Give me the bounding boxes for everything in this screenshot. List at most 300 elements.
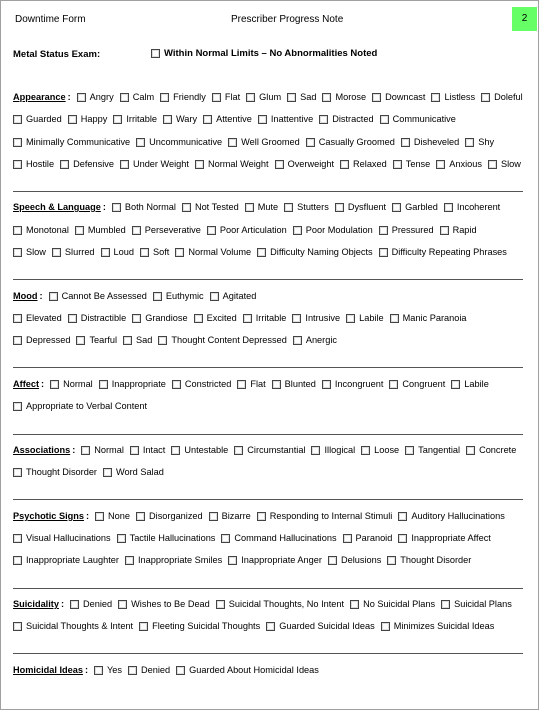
appearance-option-angry[interactable] <box>77 92 114 102</box>
homicidal-ideas-option-denied[interactable] <box>128 665 170 675</box>
checkbox[interactable] <box>117 534 126 543</box>
mental-status-label: Metal Status Exam: <box>13 49 101 60</box>
checkbox[interactable] <box>216 600 225 609</box>
mood-label: Mood <box>13 291 38 301</box>
option-label: Doleful <box>494 92 523 102</box>
option-label: Denied <box>83 599 113 609</box>
checkbox[interactable] <box>153 292 162 301</box>
checkbox[interactable] <box>94 666 103 675</box>
option-label: Minimally Communicative <box>26 137 131 147</box>
checkbox[interactable] <box>488 160 497 169</box>
associations-option-normal[interactable] <box>81 445 124 455</box>
affect-option-inappropriate[interactable] <box>99 379 166 389</box>
associations-option-tangential[interactable] <box>405 445 460 455</box>
checkbox[interactable] <box>158 336 167 345</box>
checkbox[interactable] <box>393 160 402 169</box>
suicidality-option-suicidal-thoughts-and-intent[interactable] <box>13 621 133 631</box>
associations-option-loose[interactable] <box>361 445 399 455</box>
checkbox[interactable] <box>118 600 127 609</box>
speech-and-language-option-monotonal[interactable] <box>13 225 69 235</box>
appearance-option-friendly[interactable] <box>160 92 206 102</box>
appearance-option-morose[interactable] <box>322 92 366 102</box>
checkbox[interactable] <box>125 556 134 565</box>
speech-and-language-option-soft[interactable] <box>140 247 169 257</box>
checkbox[interactable] <box>60 160 69 169</box>
checkbox[interactable] <box>176 666 185 675</box>
checkbox[interactable] <box>13 402 22 411</box>
label-colon: : <box>72 445 76 455</box>
checkbox[interactable] <box>381 622 390 631</box>
checkbox[interactable] <box>258 115 267 124</box>
checkbox[interactable] <box>130 446 139 455</box>
mood-option-sad[interactable] <box>123 335 152 345</box>
mood-option-elevated[interactable] <box>13 313 62 323</box>
appearance-option-glum[interactable] <box>246 92 281 102</box>
checkbox[interactable] <box>441 600 450 609</box>
speech-and-language-option-perseverative[interactable] <box>132 225 201 235</box>
checkbox[interactable] <box>68 314 77 323</box>
checkbox[interactable] <box>163 115 172 124</box>
checkbox[interactable] <box>272 380 281 389</box>
option-label: Blunted <box>284 379 316 389</box>
checkbox[interactable] <box>431 93 440 102</box>
mood-option-grandiose[interactable] <box>132 313 187 323</box>
appearance-option-inattentive[interactable] <box>258 114 313 124</box>
checkbox[interactable] <box>398 534 407 543</box>
appearance-option-disheveled[interactable] <box>401 137 459 147</box>
option-label: Delusions <box>340 555 382 565</box>
affect-option-labile[interactable] <box>451 379 489 389</box>
appearance-row <box>13 137 530 147</box>
suicidality-option-guarded-suicidal-ideas[interactable] <box>266 621 375 631</box>
checkbox[interactable] <box>228 556 237 565</box>
checkbox[interactable] <box>182 203 191 212</box>
psychotic-signs-option-thought-disorder[interactable] <box>387 555 471 565</box>
option-label: Euthymic <box>165 291 204 301</box>
form-title: Downtime Form <box>15 14 86 25</box>
checkbox[interactable] <box>322 93 331 102</box>
mood-option-irritable[interactable] <box>243 313 287 323</box>
label-colon: : <box>60 599 65 609</box>
checkbox[interactable] <box>52 248 61 257</box>
option-label: Communicative <box>392 114 456 124</box>
checkbox[interactable] <box>243 314 252 323</box>
option-label: Both Normal <box>124 202 176 212</box>
option-label: Calm <box>132 92 155 102</box>
option-label: Disheveled <box>413 137 460 147</box>
appearance-option-tense[interactable] <box>393 159 431 169</box>
checkbox[interactable] <box>132 314 141 323</box>
section-divider <box>13 191 523 192</box>
suicidality-option-suicidal-plans[interactable] <box>441 599 512 609</box>
speech-and-language-option-slow[interactable] <box>13 247 46 257</box>
psychotic-signs-row <box>13 533 530 543</box>
option-label: Glum <box>259 92 282 102</box>
checkbox[interactable] <box>328 556 337 565</box>
checkbox[interactable] <box>401 138 410 147</box>
option-label: Labile <box>464 379 489 389</box>
option-label: Wary <box>175 114 198 124</box>
checkbox[interactable] <box>210 292 219 301</box>
checkbox[interactable] <box>379 248 388 257</box>
checkbox[interactable] <box>194 314 203 323</box>
checkbox[interactable] <box>257 248 266 257</box>
checkbox[interactable] <box>311 446 320 455</box>
checkbox[interactable] <box>132 226 141 235</box>
appearance-option-minimally-communicative[interactable] <box>13 137 130 147</box>
option-label: Listless <box>444 92 476 102</box>
speech-and-language-row <box>13 202 530 212</box>
option-label: Shy <box>478 137 495 147</box>
appearance-option-well-groomed[interactable] <box>228 137 300 147</box>
checkbox[interactable] <box>139 622 148 631</box>
option-label: Incoherent <box>456 202 501 212</box>
checkbox[interactable] <box>13 556 22 565</box>
appearance-option-listless[interactable] <box>431 92 475 102</box>
checkbox[interactable] <box>113 115 122 124</box>
appearance-option-irritable[interactable] <box>113 114 157 124</box>
mood-option-anergic[interactable] <box>293 335 337 345</box>
appearance-option-casually-groomed[interactable] <box>306 137 395 147</box>
checkbox[interactable] <box>50 380 59 389</box>
checkbox[interactable] <box>99 380 108 389</box>
checkbox[interactable] <box>481 93 490 102</box>
psychotic-signs-option-visual-hallucinations[interactable] <box>13 533 111 543</box>
checkbox[interactable] <box>77 93 86 102</box>
appearance-option-wary[interactable] <box>163 114 197 124</box>
option-label: Untestable <box>184 445 229 455</box>
affect-option-normal[interactable] <box>50 379 93 389</box>
appearance-option-relaxed[interactable] <box>340 159 387 169</box>
associations-option-word-salad[interactable] <box>103 467 164 477</box>
checkbox[interactable] <box>13 314 22 323</box>
speech-and-language-option-difficulty-repeating-phrases[interactable] <box>379 247 507 257</box>
checkbox[interactable] <box>13 138 22 147</box>
mood-option-distractible[interactable] <box>68 313 126 323</box>
option-label: Visual Hallucinations <box>26 533 111 543</box>
checkbox[interactable] <box>361 446 370 455</box>
speech-and-language-option-rapid[interactable] <box>440 225 477 235</box>
option-label: Minimizes Suicidal Ideas <box>393 621 495 631</box>
speech-and-language-option-both-normal[interactable] <box>112 202 176 212</box>
appearance-option-distracted[interactable] <box>319 114 373 124</box>
option-label: Cannot Be Assessed <box>61 291 147 301</box>
suicidality-option-minimizes-suicidal-ideas[interactable] <box>381 621 495 631</box>
checkbox[interactable] <box>380 115 389 124</box>
appearance-option-sad[interactable] <box>287 92 316 102</box>
checkbox[interactable] <box>81 446 90 455</box>
psychotic-signs-option-disorganized[interactable] <box>136 511 203 521</box>
checkbox[interactable] <box>465 138 474 147</box>
associations-option-circumstantial[interactable] <box>234 445 305 455</box>
checkbox[interactable] <box>207 226 216 235</box>
checkbox[interactable] <box>266 622 275 631</box>
checkbox[interactable] <box>101 248 110 257</box>
checkbox[interactable] <box>76 336 85 345</box>
speech-and-language-option-stutters[interactable] <box>284 202 329 212</box>
section-divider <box>13 279 523 280</box>
checkbox[interactable] <box>335 203 344 212</box>
speech-and-language-option-normal-volume[interactable] <box>175 247 251 257</box>
appearance-option-hostile[interactable] <box>13 159 54 169</box>
option-label: Hostile <box>26 159 55 169</box>
suicidality-option-wishes-to-be-dead[interactable] <box>118 599 210 609</box>
appearance-option-downcast[interactable] <box>372 92 425 102</box>
checkbox[interactable] <box>13 468 22 477</box>
checkbox[interactable] <box>319 115 328 124</box>
mental-status-wnl-option[interactable] <box>151 48 377 59</box>
option-label: Irritable <box>255 313 287 323</box>
checkbox[interactable] <box>440 226 449 235</box>
checkbox[interactable] <box>13 622 22 631</box>
option-label: Poor Modulation <box>305 225 373 235</box>
speech-and-language-option-pressured[interactable] <box>379 225 434 235</box>
checkbox[interactable] <box>212 93 221 102</box>
checkbox[interactable] <box>172 380 181 389</box>
checkbox[interactable] <box>436 160 445 169</box>
checkbox[interactable] <box>209 512 218 521</box>
checkbox[interactable] <box>136 512 145 521</box>
option-label: Inappropriate Smiles <box>137 555 223 565</box>
appearance-option-under-weight[interactable] <box>120 159 189 169</box>
option-label: Suicidal Plans <box>454 599 512 609</box>
checkbox[interactable] <box>136 138 145 147</box>
option-label: Uncommunicative <box>149 137 223 147</box>
psychotic-signs-option-paranoid[interactable] <box>343 533 393 543</box>
speech-and-language-option-incoherent[interactable] <box>444 202 500 212</box>
psychotic-signs-option-none[interactable] <box>95 511 130 521</box>
associations-option-thought-disorder[interactable] <box>13 467 97 477</box>
checkbox[interactable] <box>221 534 230 543</box>
checkbox[interactable] <box>275 160 284 169</box>
option-label: Elevated <box>26 313 62 323</box>
affect-row <box>13 379 530 389</box>
checkbox[interactable] <box>128 666 137 675</box>
appearance-option-happy[interactable] <box>68 114 108 124</box>
option-label: Intrusive <box>305 313 341 323</box>
checkbox[interactable] <box>372 93 381 102</box>
appearance-option-overweight[interactable] <box>275 159 334 169</box>
checkbox[interactable] <box>387 556 396 565</box>
checkbox[interactable] <box>466 446 475 455</box>
appearance-option-flat[interactable] <box>212 92 240 102</box>
speech-and-language-option-not-tested[interactable] <box>182 202 239 212</box>
checkbox[interactable] <box>228 138 237 147</box>
affect-option-appropriate-to-verbal-content[interactable] <box>13 401 147 411</box>
option-label: Inappropriate <box>111 379 166 389</box>
option-label: Intact <box>142 445 166 455</box>
checkbox[interactable] <box>257 512 266 521</box>
checkbox[interactable] <box>293 226 302 235</box>
appearance-option-guarded[interactable] <box>13 114 62 124</box>
appearance-option-calm[interactable] <box>120 92 154 102</box>
speech-and-language-option-difficulty-naming-objects[interactable] <box>257 247 372 257</box>
mood-option-intrusive[interactable] <box>292 313 340 323</box>
option-label: Within Normal Limits – No Abnormalities Noted <box>164 48 378 59</box>
psychotic-signs-option-inappropriate-laughter[interactable] <box>13 555 119 565</box>
checkbox[interactable] <box>322 380 331 389</box>
option-label: Attentive <box>216 114 252 124</box>
checkbox[interactable] <box>392 203 401 212</box>
option-label: Concrete <box>479 445 517 455</box>
speech-and-language-option-loud[interactable] <box>101 247 134 257</box>
checkbox[interactable] <box>175 248 184 257</box>
mood-option-manic-paranoia[interactable] <box>390 313 467 323</box>
mood-option-agitated[interactable] <box>210 291 257 301</box>
checkbox[interactable] <box>13 160 22 169</box>
option-label: Appropriate to Verbal Content <box>26 401 148 411</box>
checkbox[interactable] <box>444 203 453 212</box>
option-label: Guarded <box>26 114 62 124</box>
mood-row <box>13 335 530 345</box>
psychotic-signs-row <box>13 511 530 521</box>
checkbox[interactable] <box>103 468 112 477</box>
checkbox[interactable] <box>284 203 293 212</box>
suicidality-option-fleeting-suicidal-thoughts[interactable] <box>139 621 260 631</box>
option-label: Wishes to Be Dead <box>131 599 210 609</box>
checkbox[interactable] <box>287 93 296 102</box>
checkbox[interactable] <box>379 226 388 235</box>
checkbox[interactable] <box>171 446 180 455</box>
speech-and-language-option-poor-modulation[interactable] <box>293 225 373 235</box>
appearance-option-shy[interactable] <box>465 137 494 147</box>
appearance-option-anxious[interactable] <box>436 159 482 169</box>
appearance-option-slow[interactable] <box>488 159 521 169</box>
appearance-option-doleful[interactable] <box>481 92 523 102</box>
option-label: Sad <box>136 335 153 345</box>
checkbox[interactable] <box>340 160 349 169</box>
speech-and-language-option-mumbled[interactable] <box>75 225 126 235</box>
homicidal-ideas-option-yes[interactable] <box>94 665 122 675</box>
associations-option-concrete[interactable] <box>466 445 516 455</box>
checkbox[interactable] <box>120 160 129 169</box>
suicidality-option-denied[interactable] <box>70 599 112 609</box>
speech-and-language-option-garbled[interactable] <box>392 202 438 212</box>
psychotic-signs-option-delusions[interactable] <box>328 555 381 565</box>
checkbox[interactable] <box>13 248 22 257</box>
checkbox[interactable] <box>306 138 315 147</box>
mood-option-excited[interactable] <box>194 313 237 323</box>
option-label: Inappropriate Laughter <box>26 555 119 565</box>
checkbox[interactable] <box>346 314 355 323</box>
appearance-option-normal-weight[interactable] <box>195 159 269 169</box>
mood-option-labile[interactable] <box>346 313 384 323</box>
associations-option-untestable[interactable] <box>171 445 228 455</box>
checkbox[interactable] <box>13 226 22 235</box>
speech-and-language-option-dysfluent[interactable] <box>335 202 386 212</box>
checkbox[interactable] <box>123 336 132 345</box>
checkbox[interactable] <box>237 380 246 389</box>
checkbox[interactable] <box>75 226 84 235</box>
option-label: Mute <box>257 202 279 212</box>
checkbox[interactable] <box>246 93 255 102</box>
option-label: Tense <box>405 159 431 169</box>
option-label: Labile <box>359 313 384 323</box>
checkbox[interactable] <box>234 446 243 455</box>
speech-and-language-option-slurred[interactable] <box>52 247 95 257</box>
option-label: Garbled <box>405 202 438 212</box>
mood-option-depressed[interactable] <box>13 335 70 345</box>
psychotic-signs-option-command-hallucinations[interactable] <box>221 533 336 543</box>
checkbox[interactable] <box>95 512 104 521</box>
checkbox[interactable] <box>245 203 254 212</box>
mood-option-cannot-be-assessed[interactable] <box>49 291 147 301</box>
checkbox[interactable] <box>293 336 302 345</box>
affect-option-constricted[interactable] <box>172 379 231 389</box>
appearance-option-uncommunicative[interactable] <box>136 137 222 147</box>
option-label: Disorganized <box>149 511 203 521</box>
affect-option-congruent[interactable] <box>389 379 445 389</box>
checkbox[interactable] <box>451 380 460 389</box>
checkbox[interactable] <box>13 534 22 543</box>
psychotic-signs-option-responding-to-internal-stimuli[interactable] <box>257 511 393 521</box>
checkbox[interactable] <box>140 248 149 257</box>
suicidality-option-no-suicidal-plans[interactable] <box>350 599 435 609</box>
checkbox[interactable] <box>70 600 79 609</box>
checkbox[interactable] <box>13 115 22 124</box>
appearance-option-communicative[interactable] <box>380 114 456 124</box>
checkbox[interactable] <box>13 336 22 345</box>
appearance-option-attentive[interactable] <box>203 114 252 124</box>
affect-option-flat[interactable] <box>237 379 265 389</box>
psychotic-signs-option-bizarre[interactable] <box>209 511 251 521</box>
psychotic-signs-row <box>13 555 530 565</box>
homicidal-ideas-option-guarded-about-homicidal-ideas[interactable] <box>176 665 319 675</box>
affect-option-blunted[interactable] <box>272 379 316 389</box>
checkbox[interactable] <box>49 292 58 301</box>
suicidality-option-suicidal-thoughts-no-intent[interactable] <box>216 599 344 609</box>
checkbox[interactable] <box>151 49 160 58</box>
affect-option-incongruent[interactable] <box>322 379 384 389</box>
checkbox[interactable] <box>112 203 121 212</box>
option-label: Incongruent <box>334 379 384 389</box>
checkbox[interactable] <box>292 314 301 323</box>
checkbox[interactable] <box>120 93 129 102</box>
speech-and-language-option-mute[interactable] <box>245 202 278 212</box>
option-label: Loose <box>374 445 400 455</box>
option-label: Fleeting Suicidal Thoughts <box>152 621 261 631</box>
checkbox[interactable] <box>389 380 398 389</box>
mood-option-tearful[interactable] <box>76 335 117 345</box>
psychotic-signs-option-tactile-hallucinations[interactable] <box>117 533 216 543</box>
appearance-option-defensive[interactable] <box>60 159 114 169</box>
psychotic-signs-option-inappropriate-anger[interactable] <box>228 555 322 565</box>
checkbox[interactable] <box>195 160 204 169</box>
checkbox[interactable] <box>390 314 399 323</box>
option-label: Well Groomed <box>241 137 300 147</box>
checkbox[interactable] <box>405 446 414 455</box>
suicidality-row <box>13 621 530 631</box>
checkbox[interactable] <box>68 115 77 124</box>
option-label: Inattentive <box>270 114 314 124</box>
checkbox[interactable] <box>203 115 212 124</box>
associations-option-intact[interactable] <box>130 445 165 455</box>
checkbox[interactable] <box>398 512 407 521</box>
psychotic-signs-option-inappropriate-smiles[interactable] <box>125 555 222 565</box>
mood-option-euthymic[interactable] <box>153 291 204 301</box>
speech-and-language-option-poor-articulation[interactable] <box>207 225 287 235</box>
option-label: Relaxed <box>353 159 387 169</box>
option-label: Distracted <box>332 114 374 124</box>
checkbox[interactable] <box>350 600 359 609</box>
checkbox[interactable] <box>343 534 352 543</box>
option-label: Thought Disorder <box>400 555 472 565</box>
mood-option-thought-content-depressed[interactable] <box>158 335 286 345</box>
associations-option-illogical[interactable] <box>311 445 355 455</box>
psychotic-signs-option-auditory-hallucinations[interactable] <box>398 511 504 521</box>
psychotic-signs-option-inappropriate-affect[interactable] <box>398 533 491 543</box>
checkbox[interactable] <box>160 93 169 102</box>
